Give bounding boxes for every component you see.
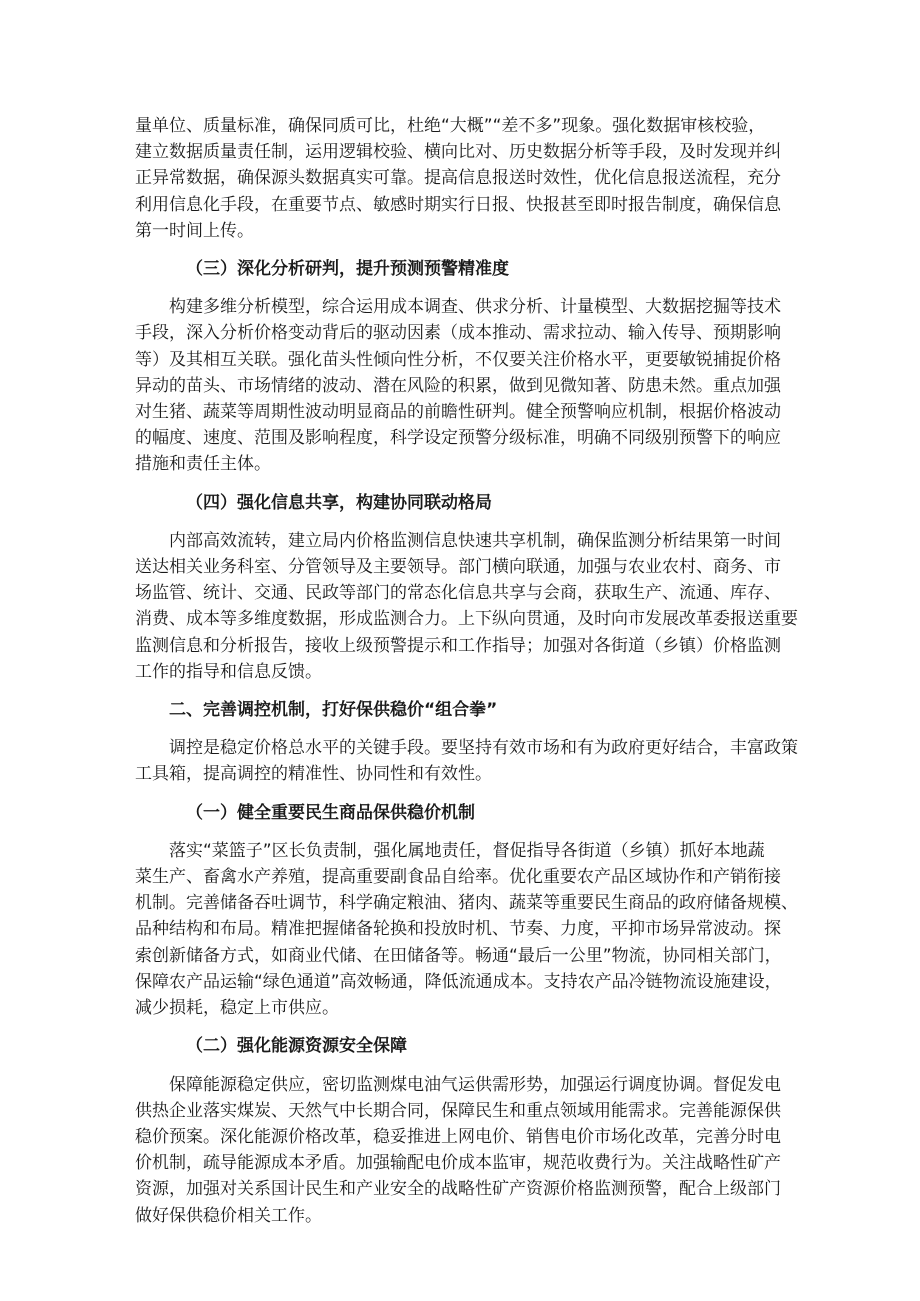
- section-heading-3: （三）深化分析研判，提升预测预警精准度: [186, 259, 509, 280]
- text-line: 建立数据质量责任制，运用逻辑校验、横向比对、历史数据分析等手段，及时发现并纠: [135, 142, 781, 163]
- text-line: 措施和责任主体。: [135, 454, 271, 475]
- paragraph-regulation-intro: [135, 735, 797, 787]
- chapter-heading-2: 二、完善调控机制，打好保供稳价“组合拳”: [169, 700, 498, 721]
- text-line: 减少损耗，稳定上市供应。: [135, 998, 339, 1019]
- text-line: 保障农产品运输“绿色通道”高效畅通，降低流通成本。支持农产品冷链物流设施建设，: [135, 971, 782, 992]
- text-line: 稳价预案。深化能源价格改革，稳妥推进上网电价、销售电价市场化改革，完善分时电: [135, 1126, 781, 1147]
- text-line: 的幅度、速度、范围及影响程度，科学设定预警分级标准，明确不同级别预警下的响应: [135, 428, 781, 449]
- text-line: 构建多维分析模型，综合运用成本调查、供求分析、计量模型、大数据挖掘等技术: [169, 297, 781, 318]
- text-line: 等）及其相互关联。强化苗头性倾向性分析，不仅要关注价格水平，更要敏锐捕捉价格: [135, 349, 781, 370]
- section-heading-2: （二）强化能源资源安全保障: [186, 1036, 407, 1057]
- text-line: 场监管、统计、交通、民政等部门的常态化信息共享与会商，获取生产、流通、库存、: [135, 583, 781, 604]
- text-line: 利用信息化手段，在重要节点、敏感时期实行日报、快报甚至即时报告制度，确保信息: [135, 194, 781, 215]
- text-line: 做好保供稳价相关工作。: [135, 1205, 322, 1226]
- text-line: 供热企业落实煤炭、天然气中长期合同，保障民生和重点领域用能需求。完善能源保供: [135, 1100, 781, 1121]
- text-line: 机制。完善储备吞吐调节，科学确定粮油、猪肉、蔬菜等重要民生商品的政府储备规模、: [135, 893, 798, 914]
- text-line: 资源，加强对关系国计民生和产业安全的战略性矿产资源价格监测预警，配合上级部门: [135, 1179, 781, 1200]
- text-line: 手段，深入分析价格变动背后的驱动因素（成本推动、需求拉动、输入传导、预期影响: [135, 323, 781, 344]
- text-line: 正异常数据，确保源头数据真实可靠。提高信息报送时效性，优化信息报送流程，充分: [135, 168, 781, 189]
- text-line: 送达相关业务科室、分管领导及主要领导。部门横向联通，加强与农业农村、商务、市: [135, 557, 781, 578]
- text-line: 索创新储备方式，如商业代储、在田储备等。畅通“最后一公里”物流，协同相关部门，: [135, 945, 782, 966]
- text-line: 落实“菜篮子”区长负责制，强化属地责任，督促指导各街道（乡镇）抓好本地蔬: [169, 840, 765, 861]
- text-line: 内部高效流转，建立局内价格监测信息快速共享机制，确保监测分析结果第一时间: [169, 530, 781, 551]
- text-line: 消费、成本等多维度数据，形成监测合力。上下纵向贯通，及时向市发展改革委报送重要: [135, 609, 798, 630]
- text-line: 品种结构和布局。精准把握储备轮换和投放时机、节奏、力度，平抑市场异常波动。探: [135, 919, 781, 940]
- paragraph-analysis: [135, 294, 797, 477]
- text-line: 工作的指导和信息反馈。: [135, 661, 322, 682]
- text-line: 量单位、质量标准，确保同质可比，杜绝“大概”“差不多”现象。强化数据审核校验，: [135, 116, 766, 136]
- text-line: 调控是稳定价格总水平的关键手段。要坚持有效市场和有为政府更好结合，丰富政策: [169, 738, 798, 759]
- document-page: [135, 113, 797, 1229]
- section-heading-1: （一）健全重要民生商品保供稳价机制: [186, 802, 475, 823]
- text-line: 对生猪、蔬菜等周期性波动明显商品的前瞻性研判。健全预警响应机制，根据价格波动: [135, 402, 781, 423]
- text-line: 保障能源稳定供应，密切监测煤电油气运供需形势，加强运行调度协调。督促发电: [169, 1074, 781, 1095]
- paragraph-supply-mechanism: [135, 838, 797, 1021]
- text-line: 第一时间上传。: [135, 220, 254, 241]
- text-line: 菜生产、畜禽水产养殖，提高重要副食品自给率。优化重要农产品区域协作和产销衔接: [135, 867, 781, 888]
- text-line: 异动的苗头、市场情绪的波动、潜在风险的积累，做到见微知著、防患未然。重点加强: [135, 375, 781, 396]
- text-line: 价机制，疏导能源成本矛盾。加强输配电价成本监审，规范收费行为。关注战略性矿产: [135, 1153, 781, 1174]
- paragraph-data-quality: [135, 113, 797, 244]
- text-line: 工具箱，提高调控的精准性、协同性和有效性。: [135, 764, 492, 785]
- paragraph-energy-security: [135, 1072, 797, 1229]
- section-heading-4: （四）强化信息共享，构建协同联动格局: [186, 492, 492, 513]
- paragraph-info-sharing: [135, 528, 797, 685]
- text-line: 监测信息和分析报告，接收上级预警提示和工作指导；加强对各街道（乡镇）价格监测: [135, 635, 781, 656]
